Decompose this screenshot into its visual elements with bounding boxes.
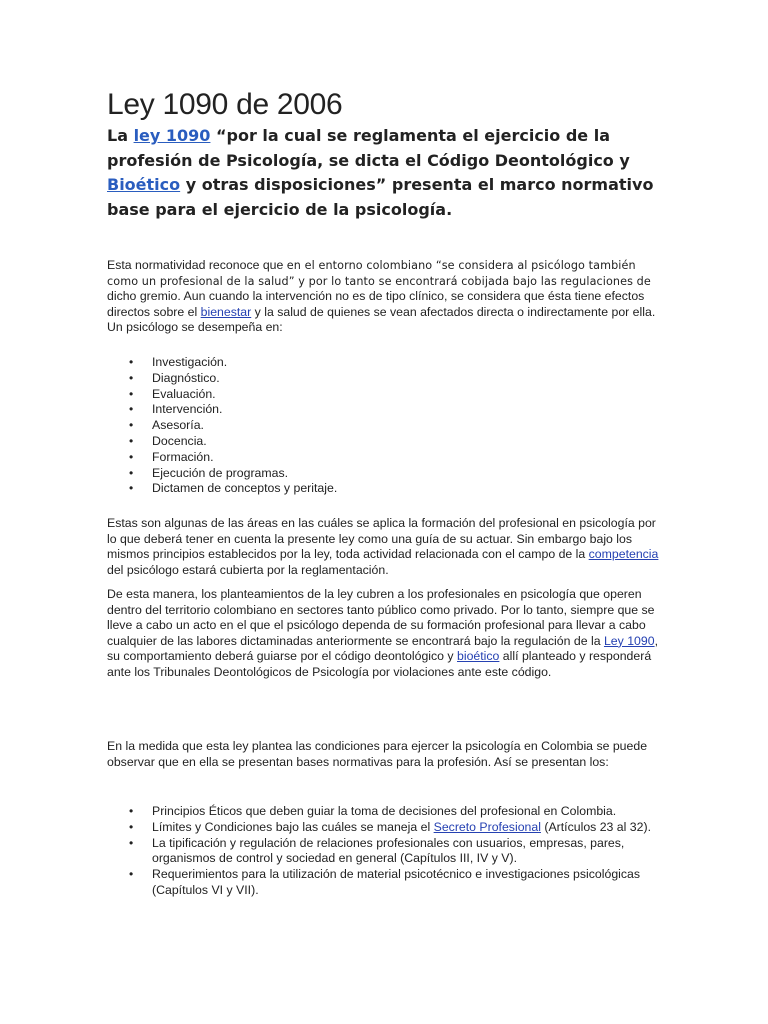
para1-text-c: y la salud de quienes se vean afectados directa o indirectamente por ella. Un psicólogo se desempeña en:	[107, 304, 656, 335]
ley-1090-inline-link[interactable]: Ley 1090	[603, 633, 655, 648]
intro-text-mid: “por la cual se reglamenta el ejercicio de la profesión de Psicología, se dicta el Código Deontológico y	[107, 126, 630, 170]
para3-text-a: De esta manera, los planteamientos de la ley cubren a los profesionales en psicología que operen dentro del territorio colombiano en sectores tanto público como privado. Por lo tanto, siempre que se lleve a cabo un acto en el que el psicólogo dependa de su formación profesional para llevar a cabo cualquier de las labores dictaminadas anteriormente se encontrará bajo la regulación de la	[107, 587, 655, 648]
list-item: • Formación.	[107, 450, 667, 466]
para3-text-b: , su comportamiento deberá guiarse por el código deontológico y	[107, 633, 658, 664]
bioetico-link[interactable]: Bioético	[107, 175, 181, 194]
paragraph-areas	[107, 516, 667, 578]
areas-list	[107, 355, 667, 497]
list-item: • Investigación.	[107, 355, 667, 371]
ley-1090-link[interactable]: ley 1090	[133, 126, 211, 145]
para1-text-a: Esta normatividad reconoce que	[107, 258, 287, 272]
list-item: • Evaluación.	[107, 387, 667, 403]
intro-text-pre: La	[107, 126, 134, 145]
secreto-profesional-link[interactable]: Secreto Profesional	[433, 819, 541, 834]
bases-list	[107, 804, 667, 899]
paragraph-condiciones: En la medida que esta ley plantea las condiciones para ejercer la psicología en Colombia se puede observar que en ella se presentan bases normativas para la profesión. Así se presentan los:	[107, 739, 648, 769]
para3-text-c: allí planteado y responderá ante los Tribunales Deontológicos de Psicología por violaciones ante este código.	[107, 649, 652, 679]
paragraph-planteamientos	[107, 587, 667, 681]
para2-text-b: del psicólogo estará cubierta por la reglamentación.	[107, 562, 389, 577]
item2-text-a: Límites y Condiciones bajo las cuáles se maneja el	[152, 819, 434, 834]
page-title: Ley 1090 de 2006	[107, 88, 343, 121]
para1-text-b: dicho gremio. Aun cuando la intervención no es de tipo clínico, se considera que ésta tiene efectos directos sobre el	[107, 289, 645, 319]
intro-text-post: y otras disposiciones” presenta el marco normativo base para el ejercicio de la psicología.	[107, 175, 654, 219]
item2-text-b: (Artículos 23 al 32).	[540, 819, 651, 834]
list-item: • Dictamen de conceptos y peritaje.	[107, 481, 667, 497]
intro-heading	[107, 124, 667, 222]
paragraph-normatividad	[107, 258, 667, 336]
bioetico-inline-link[interactable]: bioético	[457, 649, 500, 664]
list-item: • Requerimientos para la utilización de material psicotécnico e investigaciones psicológicas (Capítulos VI y VII).	[107, 867, 667, 899]
list-item: • Docencia.	[107, 434, 667, 450]
list-item: • Diagnóstico.	[107, 371, 667, 387]
list-item	[107, 820, 667, 836]
list-item: • Asesoría.	[107, 418, 667, 434]
list-item: • Intervención.	[107, 402, 667, 418]
para2-text-a: Estas son algunas de las áreas en las cuáles se aplica la formación del profesional en psicología por lo que deberá tener en cuenta la presente ley como una guía de su actuar. Sin embargo bajo los mismos principios establecidos por la ley, toda actividad relacionada con el campo de la	[107, 516, 656, 562]
list-item: • Principios Éticos que deben guiar la toma de decisiones del profesional en Colombia.	[107, 804, 667, 820]
para1-quote: en el entorno colombiano “se considera al psicólogo también como un profesional de la salud” y por lo tanto se encontrará cobijada bajo las regulaciones de	[107, 259, 651, 288]
bienestar-link[interactable]: bienestar	[200, 304, 252, 319]
competencia-link[interactable]: competencia	[588, 547, 659, 562]
list-item: • La tipificación y regulación de relaciones profesionales con usuarios, empresas, pares, organismos de control y sociedad en general (Capítulos III, IV y V).	[107, 836, 667, 868]
list-item: • Ejecución de programas.	[107, 466, 667, 482]
